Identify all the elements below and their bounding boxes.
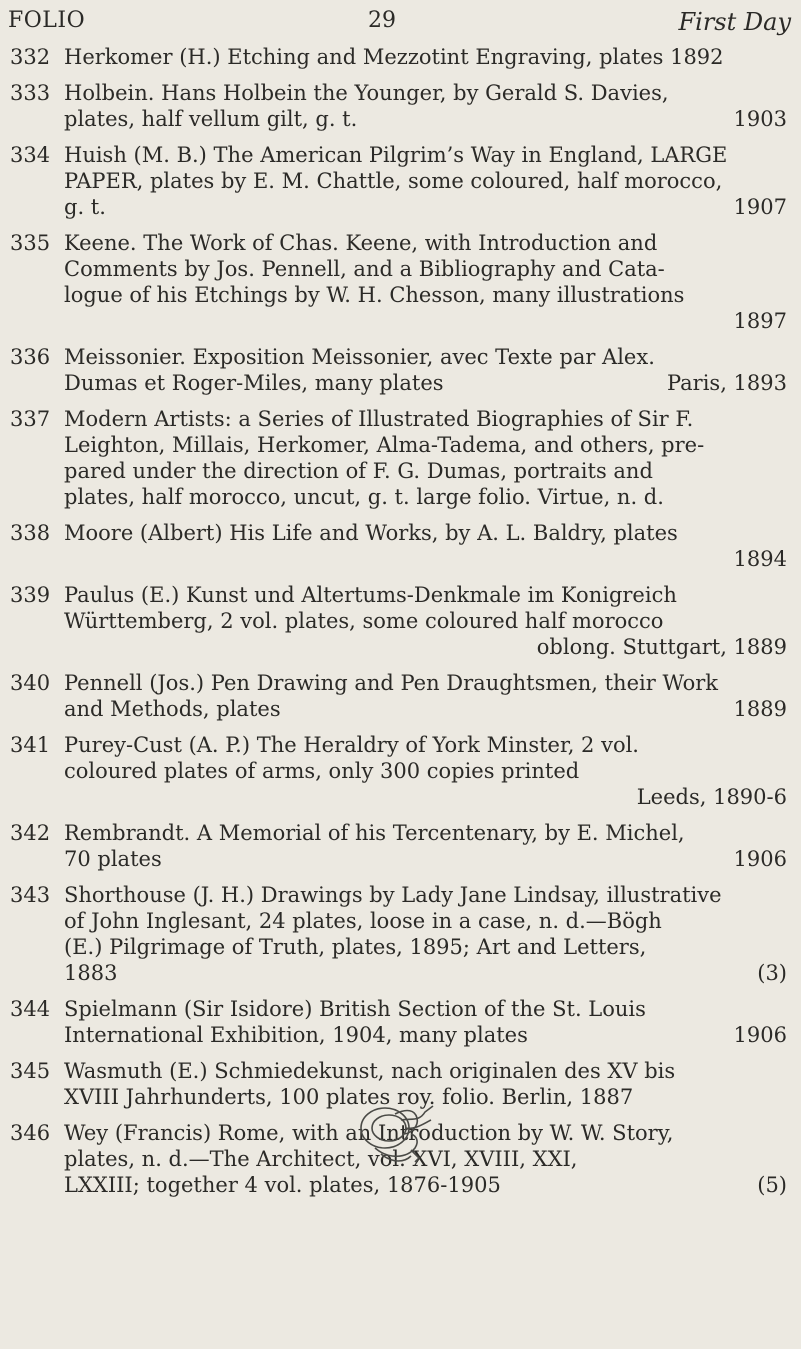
lot-description-line bbox=[64, 1022, 787, 1048]
lot-number: 342 bbox=[10, 821, 51, 845]
lot-description-line: Comments by Jos. Pennell, and a Bibliography and Cata- bbox=[64, 257, 665, 281]
lot-description-line bbox=[64, 370, 787, 396]
lot-list bbox=[0, 44, 801, 1208]
lot-entry bbox=[0, 582, 801, 660]
lot-number: 335 bbox=[10, 231, 51, 255]
lot-date: oblong. Stuttgart, 1889 bbox=[536, 635, 787, 659]
lot-description-line: Rembrandt. A Memorial of his Tercentenary, by E. Michel, bbox=[64, 821, 685, 845]
lot-date: 1903 bbox=[733, 107, 787, 131]
lot-entry bbox=[0, 520, 801, 572]
lot-number: 340 bbox=[10, 671, 51, 695]
folio-label: FOLIO bbox=[8, 8, 86, 33]
lot-date: (3) bbox=[757, 961, 787, 985]
lot-description-line: Purey-Cust (A. P.) The Heraldry of York Minster, 2 vol. bbox=[64, 733, 639, 757]
lot-description-line bbox=[64, 846, 787, 872]
lot-description-line: Holbein. Hans Holbein the Younger, by Gerald S. Davies, bbox=[64, 81, 669, 105]
lot-entry bbox=[0, 670, 801, 722]
printer-ornament-icon bbox=[355, 1100, 445, 1170]
lot-description-line bbox=[64, 960, 787, 986]
lot-number: 344 bbox=[10, 997, 51, 1021]
lot-entry bbox=[0, 344, 801, 396]
lot-description-line: Keene. The Work of Chas. Keene, with Introduction and bbox=[64, 231, 658, 255]
page-number: 29 bbox=[368, 8, 396, 33]
lot-number: 343 bbox=[10, 883, 51, 907]
lot-number: 336 bbox=[10, 345, 51, 369]
lot-description-line: Württemberg, 2 vol. plates, some coloured half morocco bbox=[64, 609, 664, 633]
lot-description-text: Dumas et Roger-Miles, many plates bbox=[64, 371, 444, 395]
lot-entry bbox=[0, 80, 801, 132]
lot-description-line: Herkomer (H.) Etching and Mezzotint Engraving, plates 1892 bbox=[64, 45, 724, 69]
lot-entry bbox=[0, 142, 801, 220]
lot-number: 334 bbox=[10, 143, 51, 167]
lot-description-line: Meissonier. Exposition Meissonier, avec Texte par Alex. bbox=[64, 345, 655, 369]
lot-description-text: and Methods, plates bbox=[64, 697, 281, 721]
lot-description-line: Spielmann (Sir Isidore) British Section of the St. Louis bbox=[64, 997, 646, 1021]
lot-number: 341 bbox=[10, 733, 51, 757]
lot-entry bbox=[0, 882, 801, 986]
lot-entry bbox=[0, 996, 801, 1048]
lot-number: 337 bbox=[10, 407, 51, 431]
lot-description-line: Pennell (Jos.) Pen Drawing and Pen Draughtsmen, their Work bbox=[64, 671, 719, 695]
lot-description-line bbox=[64, 106, 787, 132]
lot-entry bbox=[0, 406, 801, 510]
lot-description-line: plates, half morocco, uncut, g. t. large folio. Virtue, n. d. bbox=[64, 485, 664, 509]
lot-description-line: XVIII Jahrhunderts, 100 plates roy. folio. Berlin, 1887 bbox=[64, 1085, 634, 1109]
lot-description-line: (E.) Pilgrimage of Truth, plates, 1895; Art and Letters, bbox=[64, 935, 647, 959]
lot-date: 1894 bbox=[733, 547, 787, 571]
lot-date: Paris, 1893 bbox=[666, 371, 787, 395]
lot-number: 332 bbox=[10, 45, 51, 69]
lot-description-line: coloured plates of arms, only 300 copies printed bbox=[64, 759, 580, 783]
lot-description-line: of John Inglesant, 24 plates, loose in a case, n. d.—Bögh bbox=[64, 909, 662, 933]
lot-description-line: Huish (M. B.) The American Pilgrim’s Way in England, LARGE bbox=[64, 143, 728, 167]
lot-date: 1906 bbox=[733, 1023, 787, 1047]
lot-number: 345 bbox=[10, 1059, 51, 1083]
lot-entry bbox=[0, 44, 801, 70]
lot-number: 333 bbox=[10, 81, 51, 105]
lot-description-line: logue of his Etchings by W. H. Chesson, many illustrations bbox=[64, 283, 685, 307]
lot-date: (5) bbox=[757, 1173, 787, 1197]
lot-description-text: 1883 bbox=[64, 961, 118, 985]
lot-description-line bbox=[64, 696, 787, 722]
lot-entry bbox=[0, 732, 801, 810]
lot-description-text: LXXIII; together 4 vol. plates, 1876-1905 bbox=[64, 1173, 501, 1197]
lot-description-line: pared under the direction of F. G. Dumas, portraits and bbox=[64, 459, 653, 483]
lot-number: 339 bbox=[10, 583, 51, 607]
lot-date: 1897 bbox=[733, 309, 787, 333]
lot-description-text: g. t. bbox=[64, 195, 106, 219]
lot-description-line bbox=[64, 194, 787, 220]
lot-date: 1906 bbox=[733, 847, 787, 871]
page-header bbox=[0, 6, 801, 40]
lot-description-line: Shorthouse (J. H.) Drawings by Lady Jane Lindsay, illustrative bbox=[64, 883, 722, 907]
lot-description-text: International Exhibition, 1904, many plates bbox=[64, 1023, 528, 1047]
lot-number: 338 bbox=[10, 521, 51, 545]
lot-date: 1907 bbox=[733, 195, 787, 219]
sale-day: First Day bbox=[678, 8, 791, 36]
lot-description-line: Wey (Francis) Rome, with an Introduction by W. W. Story, bbox=[64, 1121, 674, 1145]
lot-description-line: Wasmuth (E.) Schmiedekunst, nach originalen des XV bis bbox=[64, 1059, 676, 1083]
lot-number: 346 bbox=[10, 1121, 51, 1145]
lot-description-line: PAPER, plates by E. M. Chattle, some coloured, half morocco, bbox=[64, 169, 723, 193]
lot-description-line bbox=[64, 1172, 787, 1198]
lot-date: Leeds, 1890-6 bbox=[636, 785, 787, 809]
lot-entry bbox=[0, 230, 801, 334]
lot-description-line: Paulus (E.) Kunst und Altertums-Denkmale im Konigreich bbox=[64, 583, 677, 607]
lot-description-text: plates, half vellum gilt, g. t. bbox=[64, 107, 358, 131]
lot-description-line: Moore (Albert) His Life and Works, by A. L. Baldry, plates bbox=[64, 521, 678, 545]
lot-description-text: 70 plates bbox=[64, 847, 162, 871]
lot-description-line: Modern Artists: a Series of Illustrated Biographies of Sir F. bbox=[64, 407, 694, 431]
lot-date: 1889 bbox=[733, 697, 787, 721]
lot-entry bbox=[0, 820, 801, 872]
lot-description-line: Leighton, Millais, Herkomer, Alma-Tadema, and others, pre- bbox=[64, 433, 705, 457]
lot-description-line: plates, n. d.—The Architect, vol. XVI, XVIII, XXI, bbox=[64, 1147, 578, 1171]
